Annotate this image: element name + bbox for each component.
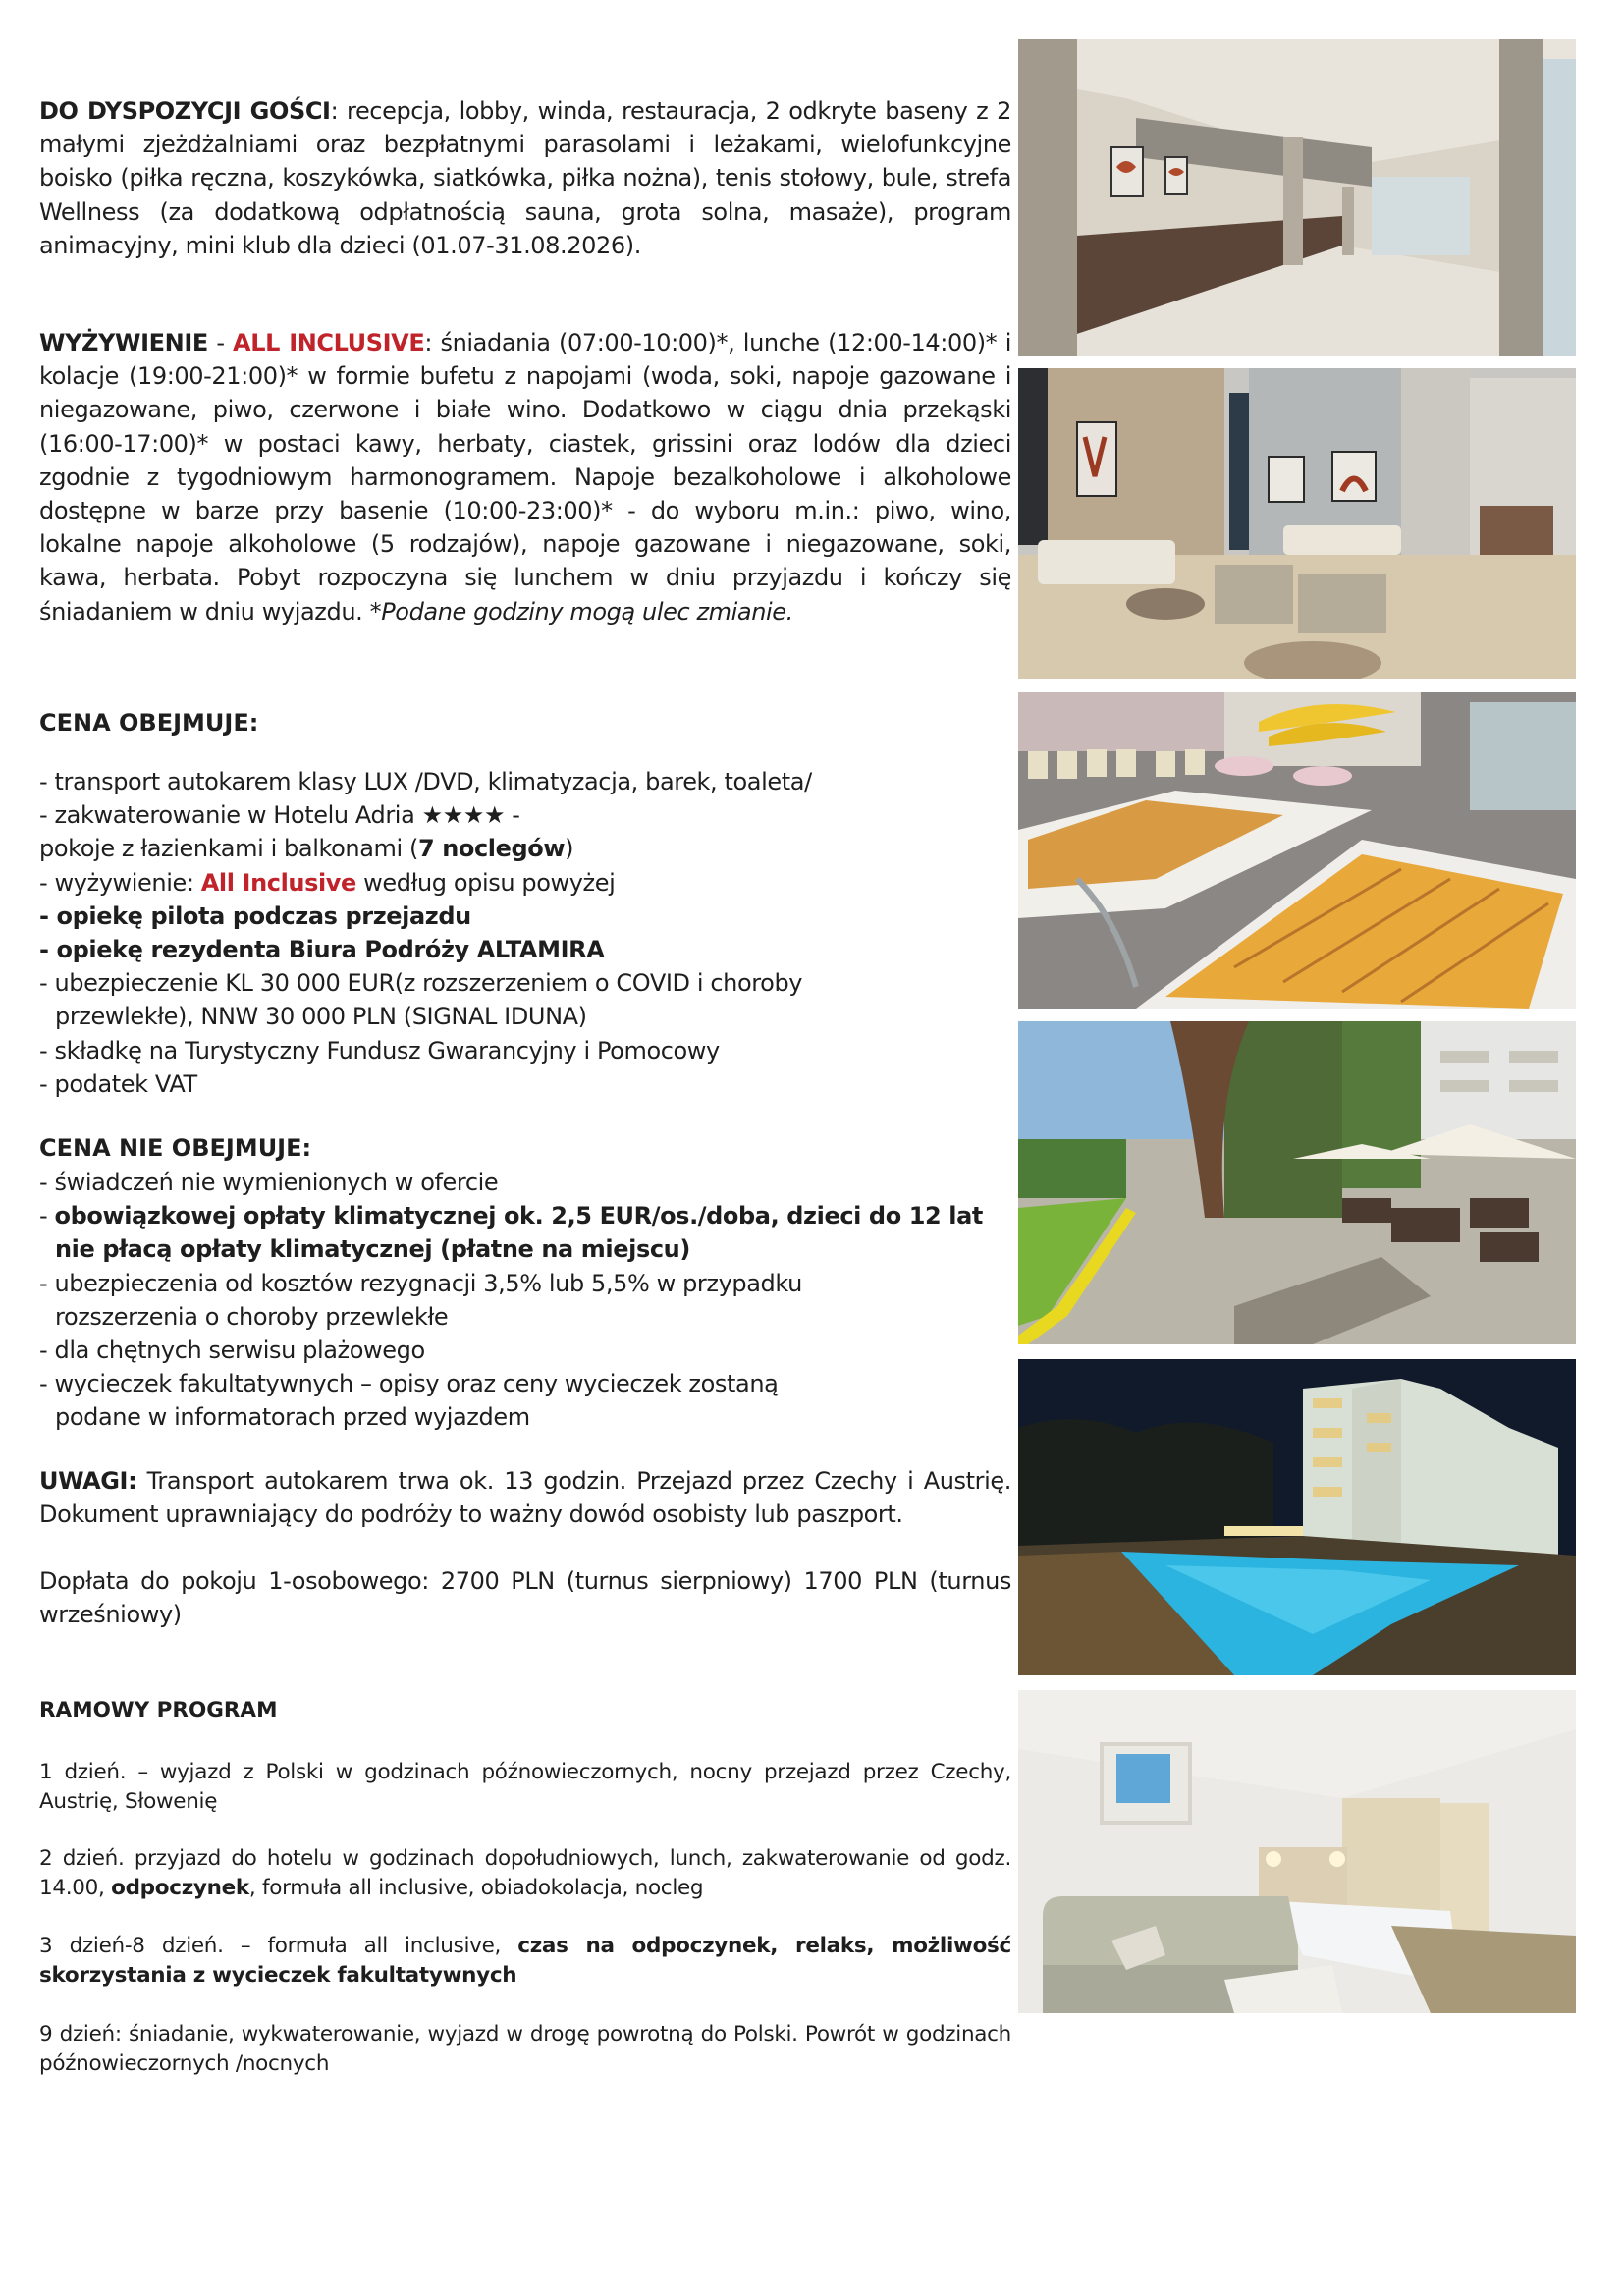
includes-item-board xyxy=(39,866,1011,900)
excludes-item-climate xyxy=(39,1199,1011,1232)
board-note: *Podane godziny mogą ulec zmianie. xyxy=(369,597,793,626)
dash: - xyxy=(39,1202,55,1230)
excludes-item-cancel-cont: rozszerzenia o choroby przewlekłe xyxy=(55,1302,449,1331)
notes-text: Transport autokarem trwa ok. 13 godzin. Przejazd przez Czechy i Austrię. Dokument uprawniający do podróży to ważny dowód osobisty lub paszport. xyxy=(39,1467,1011,1529)
program-day-3-8 xyxy=(39,1932,1011,1991)
excludes-item-beach: - dla chętnych serwisu plażowego xyxy=(39,1337,425,1365)
includes-heading: CENA OBEJMUJE: xyxy=(39,709,259,737)
lobby-image xyxy=(1018,39,1576,356)
all-inclusive-highlight: ALL INCLUSIVE xyxy=(233,329,425,356)
includes-item-resident: - opiekę rezydenta Biura Podróży ALTAMIRA xyxy=(39,936,605,964)
excludes-item-climate-cont: nie płacą opłaty klimatycznej (płatne na miejscu) xyxy=(55,1235,690,1264)
photo-pool xyxy=(1018,1359,1576,1675)
room-image xyxy=(1018,1690,1576,2013)
photo-buffet xyxy=(1018,692,1576,1009)
day-3-8-text: 3 dzień-8 dzień. – formuła all inclusive, xyxy=(39,1934,518,1958)
board-label: WYŻYWIENIE xyxy=(39,329,208,356)
rooms-text: pokoje z łazienkami i balkonami ( xyxy=(39,835,418,863)
photo-terrace xyxy=(1018,1021,1576,1344)
single-room-supplement: Dopłata do pokoju 1-osobowego: 2700 PLN (turnus sierpniowy) 1700 PLN (turnus wrześniowy) xyxy=(39,1567,1011,1629)
board-text: : śniadania (07:00-10:00)*, lunche (12:00-14:00)* i kolacje (19:00-21:00)* w formie bufetu z napojami (woda, soki, napoje gazowane i niegazowane, piwo, czerwone i białe wino. Dodatkowo w ciągu dnia przekąski (16:00-17:00)* w postaci kawy, herbaty, ciastek, grissini oraz lodów dla dzieci zgodnie z tygodniowym harmonogramem. Napoje bezalkoholowe i alkoholowe dostępne w barze przy basenie (10:00-23:00)* - do wyboru m.in.: piwo, wino, lokalne napoje alkoholowe (5 rodzajów), napoje gazowane i niegazowane, soki, kawa, herbata. Pobyt rozpoczyna się lunchem w dniu przyjazdu i kończy się śniadaniem w dniu wyjazdu. xyxy=(39,329,1011,626)
all-inclusive-highlight: All Inclusive xyxy=(200,868,356,897)
climate-fee-text: obowiązkowej opłaty klimatycznej ok. 2,5 EUR/os./doba, dzieci do 12 lat xyxy=(54,1202,983,1230)
program-day-9: 9 dzień: śniadanie, wykwaterowanie, wyjazd w drogę powrotną do Polski. Powrót w godzinach późnowieczornych /nocnych xyxy=(39,2022,1011,2076)
board-dash: - xyxy=(207,329,234,356)
day-2-text: 2 dzień. przyjazd do hotelu w godzinach dopołudniowych, lunch, zakwaterowanie od godz. 14.00, xyxy=(39,1846,1011,1900)
includes-item-insurance: - ubezpieczenie KL 30 000 EUR(z rozszerzeniem o COVID i choroby xyxy=(39,969,803,998)
excludes-item-cancel: - ubezpieczenia od kosztów rezygnacji 3,5% lub 5,5% w przypadku xyxy=(39,1269,802,1297)
includes-item-transport: - transport autokarem klasy LUX /DVD, klimatyzacja, barek, toaleta/ xyxy=(39,768,812,795)
includes-item-hotel: - zakwaterowanie w Hotelu Adria ★★★★ - xyxy=(39,801,520,830)
board-item-text: - wyżywienie: xyxy=(39,868,201,897)
program-day-1: 1 dzień. – wyjazd z Polski w godzinach późnowieczornych, nocny przejazd przez Czechy, Austrię, Słowenię xyxy=(39,1760,1011,1814)
photo-lobby xyxy=(1018,39,1576,356)
lounge-image xyxy=(1018,368,1576,679)
day-2-suffix: , formuła all inclusive, obiadokolacja, nocleg xyxy=(248,1876,704,1900)
includes-list xyxy=(39,765,1011,1101)
includes-item-insurance-cont: przewlekłe), NNW 30 000 PLN (SIGNAL IDUNA) xyxy=(55,1003,587,1031)
day-3-8-bold: czas na odpoczynek, relaks, możliwość skorzystania z wycieczek fakultatywnych xyxy=(39,1934,1011,1988)
pool-image xyxy=(1018,1359,1576,1675)
nights-count: 7 noclegów xyxy=(417,835,566,863)
board-item-suffix: według opisu powyżej xyxy=(355,868,616,897)
guest-facilities-text: : recepcja, lobby, winda, restauracja, 2 odkryte baseny z 2 małymi zjeżdżalniami oraz bezpłatnymi parasolami i leżakami, wielofunkcyjne boisko (piłka ręczna, koszykówka, siatkówka, piłka nożna), tenis stołowy, bule, strefa Wellness (za dodatkową odpłatnością sauna, grota solna, masaże), program animacyjny, mini klub dla dzieci (01.07-31.08.2026). xyxy=(39,97,1011,259)
guest-facilities-paragraph xyxy=(39,94,1011,262)
excludes-item-services: - świadczeń nie wymienionych w ofercie xyxy=(39,1169,499,1196)
includes-item-rooms xyxy=(39,832,1011,865)
includes-item-pilot: - opiekę pilota podczas przejazdu xyxy=(39,902,471,930)
notes-paragraph xyxy=(39,1464,1011,1531)
includes-item-fund: - składkę na Turystyczny Fundusz Gwarancyjny i Pomocowy xyxy=(39,1036,720,1065)
excludes-item-trips-cont: podane w informatorach przed wyjazdem xyxy=(55,1403,530,1432)
excludes-heading: CENA NIE OBEJMUJE: xyxy=(39,1134,312,1162)
excludes-list xyxy=(39,1166,1011,1435)
program-day-2 xyxy=(39,1844,1011,1903)
buffet-image xyxy=(1018,692,1576,1009)
guest-facilities-label: DO DYSPOZYCJI GOŚCI xyxy=(39,97,331,125)
notes-label: UWAGI: xyxy=(39,1467,137,1495)
photo-lounge xyxy=(1018,368,1576,679)
program-heading: RAMOWY PROGRAM xyxy=(39,1698,278,1722)
day-2-bold: odpoczynek xyxy=(111,1876,249,1900)
rooms-close: ) xyxy=(565,835,574,863)
board-paragraph xyxy=(39,326,1011,629)
excludes-item-trips: - wycieczek fakultatywnych – opisy oraz ceny wycieczek zostaną xyxy=(39,1370,779,1398)
includes-item-vat: - podatek VAT xyxy=(39,1069,197,1098)
photo-room xyxy=(1018,1690,1576,2013)
terrace-image xyxy=(1018,1021,1576,1344)
